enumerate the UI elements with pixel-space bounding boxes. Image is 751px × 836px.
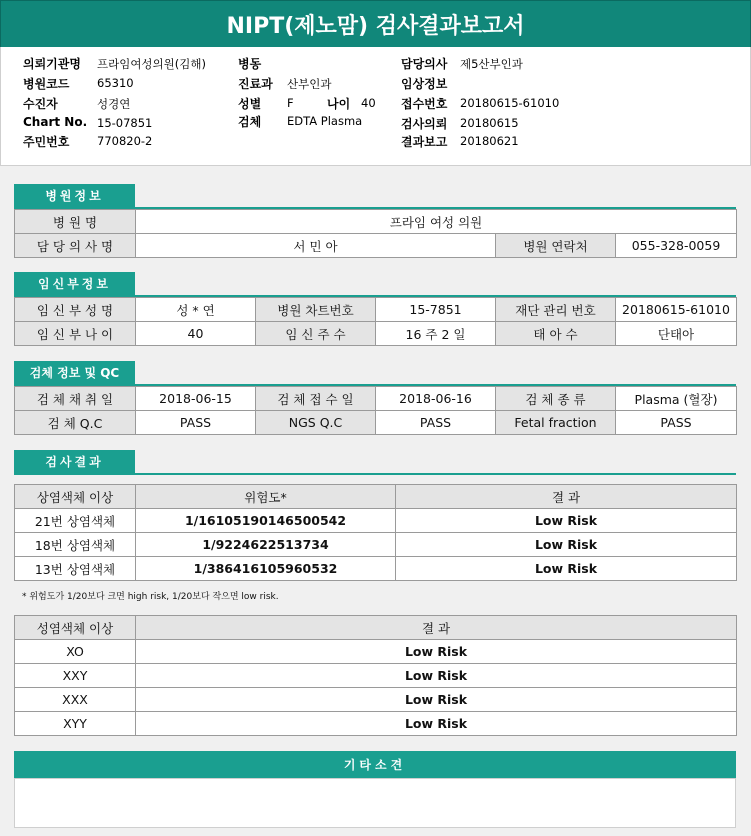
info-value: 20180615 [460, 116, 519, 130]
pregnant-age: 40 [136, 322, 256, 346]
col-header-sex-chromosome: 성염색체 이상 [15, 616, 136, 640]
risk-value: 1/9224622513734 [136, 533, 396, 557]
fetal-fraction: PASS [616, 411, 737, 435]
col-header-result: 결 과 [396, 485, 737, 509]
request-info-panel [0, 47, 751, 166]
info-label: 성별 [238, 97, 262, 111]
fetus-label: 태 아 수 [496, 322, 616, 346]
info-label: 검사의뢰 [401, 117, 448, 131]
info-label: 담당의사 [401, 57, 448, 71]
risk-result: Low Risk [136, 712, 737, 736]
info-value: 20180615-61010 [460, 96, 560, 110]
section-tab-specimen: 검체 정보 및 QC [14, 361, 135, 384]
fetal-fraction-label: Fetal fraction [496, 411, 616, 435]
collect-date-label: 검 체 채 취 일 [15, 387, 136, 411]
chart-label: 병원 차트번호 [256, 298, 376, 322]
karyotype: XXX [15, 688, 136, 712]
info-value: 프라임여성의원(김해) [97, 57, 206, 71]
pregnant-table [14, 297, 737, 346]
mgmt-number: 20180615-61010 [616, 298, 737, 322]
karyotype: XO [15, 640, 136, 664]
table-row [15, 688, 737, 712]
weeks-label: 임 신 주 수 [256, 322, 376, 346]
info-value: 20180621 [460, 134, 519, 148]
doctor-name: 서 민 아 [136, 234, 496, 258]
ngs-qc-label: NGS Q.C [256, 411, 376, 435]
contact-label: 병원 연락처 [496, 234, 616, 258]
risk-result: Low Risk [396, 509, 737, 533]
info-label: 병원코드 [23, 77, 70, 91]
info-label: 접수번호 [401, 97, 448, 111]
table-row [15, 712, 737, 736]
risk-result: Low Risk [136, 640, 737, 664]
info-label: Chart No. [23, 115, 88, 129]
info-label: 진료과 [238, 77, 273, 91]
col-header-result: 결 과 [136, 616, 737, 640]
hospital-table [14, 209, 737, 258]
table-row [15, 664, 737, 688]
chart-number: 15-7851 [376, 298, 496, 322]
karyotype: XYY [15, 712, 136, 736]
specimen-qc-label: 검 체 Q.C [15, 411, 136, 435]
hospital-name-label: 병 원 명 [15, 210, 136, 234]
table-row [15, 640, 737, 664]
ngs-qc: PASS [376, 411, 496, 435]
info-label: 수진자 [23, 97, 58, 111]
table-row [15, 557, 737, 581]
specimen-type-label: 검 체 종 류 [496, 387, 616, 411]
mgmt-label: 재단 관리 번호 [496, 298, 616, 322]
info-value: 성경연 [97, 97, 131, 111]
info-value: 40 [361, 96, 376, 110]
doctor-label: 담 당 의 사 명 [15, 234, 136, 258]
info-label: 나이 [327, 97, 351, 111]
pregnant-age-label: 임 신 부 나 이 [15, 322, 136, 346]
risk-result: Low Risk [396, 557, 737, 581]
section-tab-pregnant: 임신부정보 [14, 272, 135, 295]
table-row [15, 533, 737, 557]
col-header-risk: 위험도* [136, 485, 396, 509]
info-label: 주민번호 [23, 135, 70, 149]
autosome-results-table [14, 484, 737, 581]
pregnant-name-label: 임 신 부 성 명 [15, 298, 136, 322]
specimen-type: Plasma (혈장) [616, 387, 737, 411]
pregnant-name: 성 * 연 [136, 298, 256, 322]
chromosome-name: 13번 상염색체 [15, 557, 136, 581]
receipt-date: 2018-06-16 [376, 387, 496, 411]
chromosome-name: 21번 상염색체 [15, 509, 136, 533]
section-divider [14, 473, 736, 475]
info-value: F [287, 96, 294, 110]
sex-chromosome-table [14, 615, 737, 736]
risk-result: Low Risk [136, 664, 737, 688]
info-value: EDTA Plasma [287, 114, 363, 128]
contact-number: 055-328-0059 [616, 234, 737, 258]
info-value: 65310 [97, 76, 134, 90]
risk-value: 1/386416105960532 [136, 557, 396, 581]
gestation-weeks: 16 주 2 일 [376, 322, 496, 346]
risk-value: 1/16105190146500542 [136, 509, 396, 533]
info-label: 의뢰기관명 [23, 57, 81, 71]
info-value: 770820-2 [97, 134, 153, 148]
info-label: 결과보고 [401, 135, 448, 149]
info-value: 산부인과 [287, 77, 332, 91]
receipt-date-label: 검 체 접 수 일 [256, 387, 376, 411]
remarks-header: 기타소견 [14, 751, 736, 778]
specimen-qc: PASS [136, 411, 256, 435]
risk-result: Low Risk [396, 533, 737, 557]
hospital-name: 프라임 여성 의원 [136, 210, 737, 234]
info-value: 15-07851 [97, 116, 153, 130]
report-title: NIPT(제노맘) 검사결과보고서 [0, 0, 751, 48]
info-label: 검체 [238, 115, 262, 129]
remarks-box [14, 778, 736, 828]
chromosome-name: 18번 상염색체 [15, 533, 136, 557]
risk-result: Low Risk [136, 688, 737, 712]
fetus-count: 단태아 [616, 322, 737, 346]
col-header-autosome: 상염색체 이상 [15, 485, 136, 509]
specimen-table [14, 386, 737, 435]
collect-date: 2018-06-15 [136, 387, 256, 411]
info-label: 병동 [238, 57, 262, 71]
section-tab-results: 검사결과 [14, 450, 135, 473]
info-value: 제5산부인과 [460, 57, 523, 71]
section-tab-hospital: 병원정보 [14, 184, 135, 207]
table-row [15, 509, 737, 533]
karyotype: XXY [15, 664, 136, 688]
risk-footnote: * 위험도가 1/20보다 크면 high risk, 1/20보다 작으면 low risk. [22, 592, 279, 602]
info-label: 임상정보 [401, 77, 448, 91]
